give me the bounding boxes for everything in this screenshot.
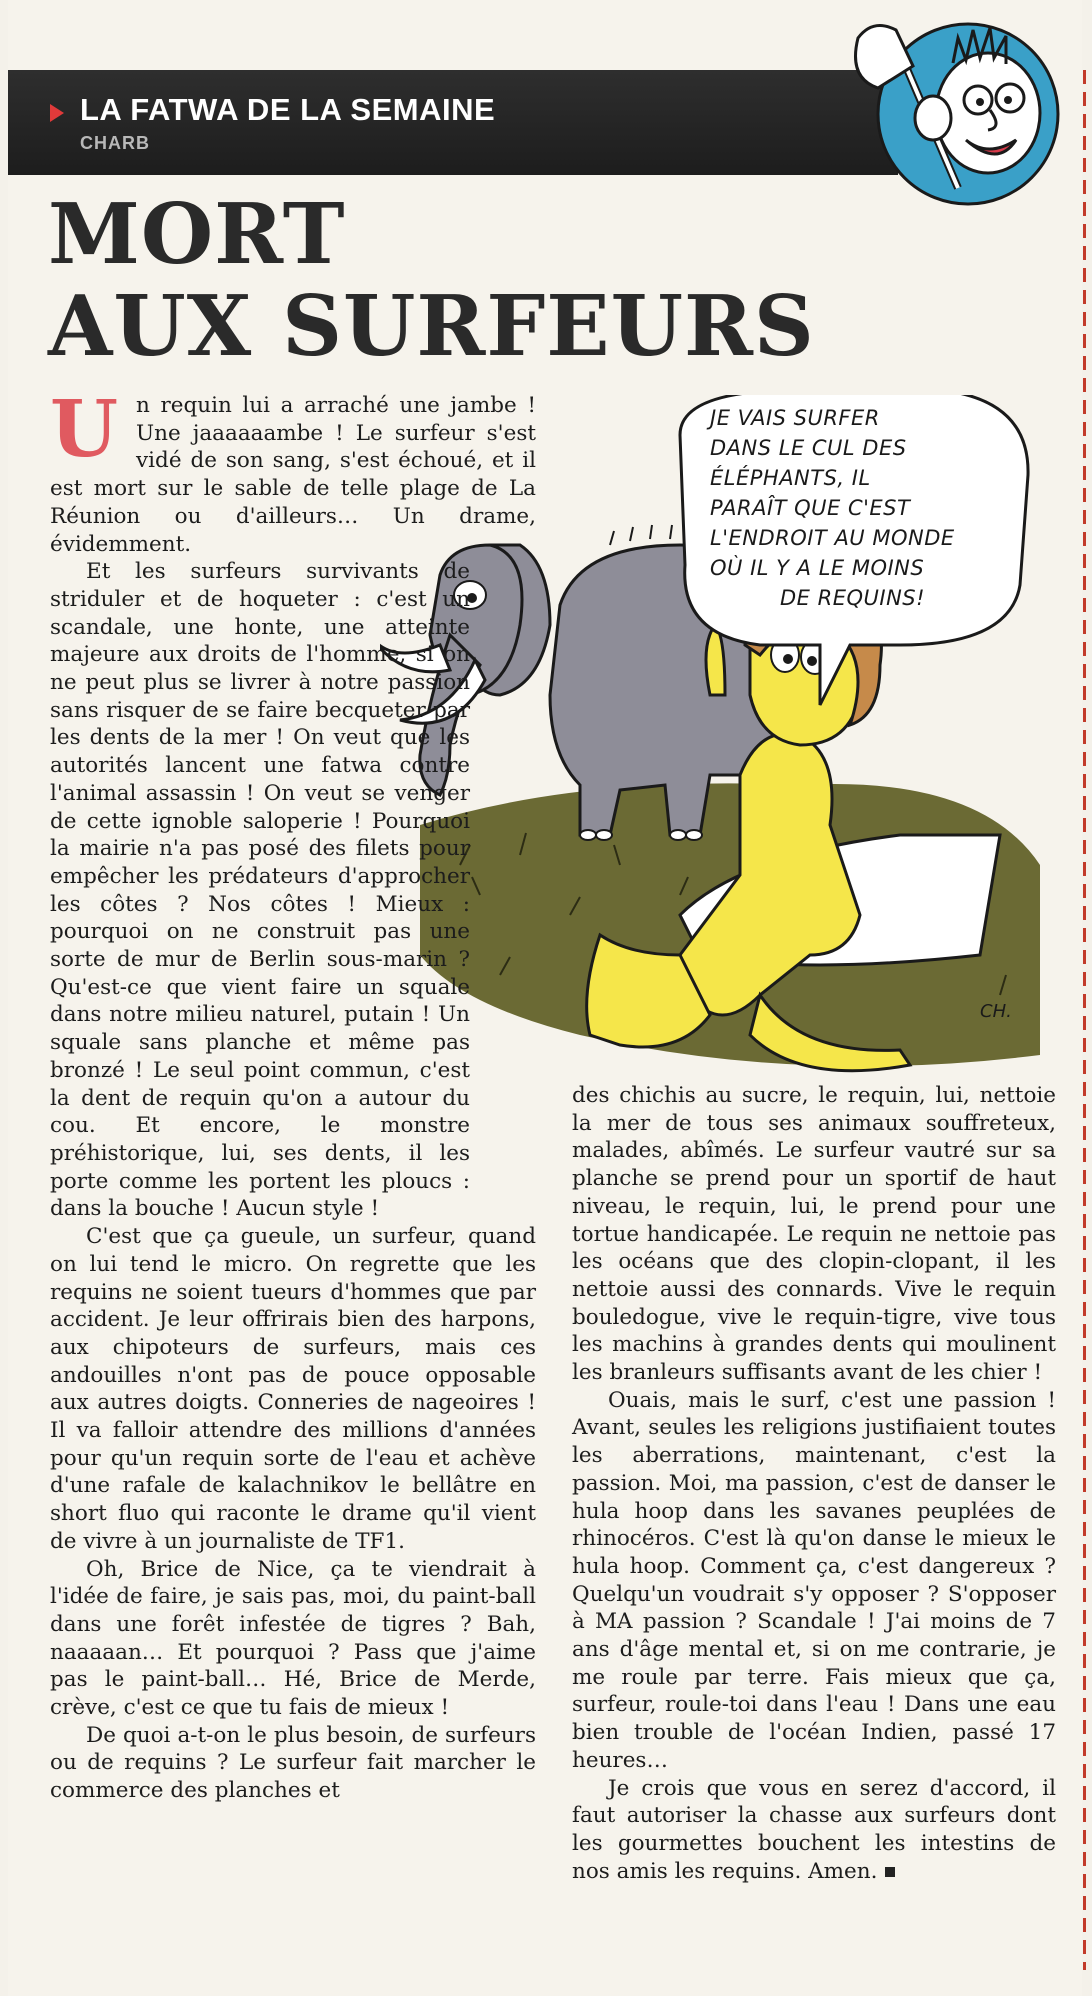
article-paragraph-2: Et les surfeurs survivants de striduler et de hoqueter : c'est un scandale, une honte, une atteinte majeure aux droits de l'homme, si on ne peut plus se livrer à notre passion sans risquer de se faire becqueter par les dents de la mer ! On veut que les autorités lancent une fatwa contre l'animal assassin ! On veut se venger de cette ignoble saloperie ! Pourquoi la mairie n'a pas posé des filets pour empêcher les prédateurs d'approcher les côtes ? Nos côtes ! Mieux : pourquoi on ne construit pas une sorte de mur de Berlin sous-marin ? Qu'est-ce que vient faire un squale dans notre milieu naturel, putain ! Un squale sans planche et même pas bronzé ! Le seul point commun, c'est la dent de requin qu'on a autour du cou. Et encore, le monstre préhistorique, lui, ses dents, il les porte comme les portent les ploucs : dans la bouche ! Aucun style !	[50, 559, 470, 1222]
end-of-article-mark	[885, 1867, 895, 1877]
article-paragraph-3: C'est que ça gueule, un surfeur, quand on lui tend le micro. On regrette que les requins ne soient tueurs d'hommes que par accident. Je leur offrirais bien des harpons, aux chipoteurs de surfeurs, mais ces andouilles n'ont pas de pouce opposable aux autres doigts. Conneries de nageoires ! Il va falloir attendre des millions d'années pour qu'un requin sorte de l'eau et achève d'une rafale de kalachnikov le bellâtre en short fluo qui raconte le drame qu'il vient de vivre à un journaliste de TF1.	[50, 1224, 536, 1554]
speech-line: OÙ IL Y A LE MOINS	[710, 556, 925, 580]
article-paragraph-4: Oh, Brice de Nice, ça te viendrait à l'idée de faire, je sais pas, moi, du paint-ball dans une forêt infestée de tigres ? Bah, naaaaan… Et pourquoi ? Pass que j'aime pas le paint-ball… Hé, Brice de Merde, crève, c'est ce que tu fais de mieux !	[50, 1556, 536, 1721]
rubric-title: LA FATWA DE LA SEMAINE	[80, 92, 496, 127]
paragraph-1-text: n requin lui a arraché une jambe ! Une jaaaaaambe ! Le surfeur s'est vidé de son sang, s'est échoué, et il est mort sur le sable de telle plage de La Réunion ou d'ailleurs… Un drame, évidemment.	[50, 393, 536, 557]
article-paragraph-1	[50, 384, 536, 558]
speech-line: PARAÎT QUE C'EST	[710, 496, 911, 520]
dropcap: U	[50, 384, 119, 475]
margin-rule	[1083, 70, 1086, 1970]
article-column-left	[50, 384, 536, 1805]
paragraph-7-text: Je crois que vous en serez d'accord, il faut autoriser la chasse aux surfeurs dont les gourmettes bouchent les intestins de nos amis les requins. Amen.	[572, 1775, 1056, 1884]
article-paragraph-5: De quoi a-t-on le plus besoin, de surfeurs ou de requins ? Le surfeur fait marcher le commerce des planches et	[50, 1722, 536, 1804]
article-column-right	[572, 1082, 1056, 1885]
cartoonist-signature: CH.	[980, 1001, 1012, 1022]
speech-line: DE REQUINS!	[780, 586, 926, 610]
article-paragraph-6: Ouais, mais le surf, c'est une passion ! Avant, seules les religions justifiaient toutes les aberrations, maintenant, c'est la passion. Moi, ma passion, c'est de danser le hula hoop dans les savanes peuplées de rhinocéros. C'est là qu'on danse le mieux le hula hoop. Comment ça, c'est dangereux ? Quelqu'un voudrait s'y opposer ? S'opposer à MA passion ? Scandale ! J'ai moins de 7 ans d'âge mental et, si on me contrarie, je me roule par terre. Fais mieux que ça, surfeur, roule-toi dans l'eau ! Dans une eau bien trouble de l'océan Indien, passé 17 heures…	[572, 1387, 1056, 1773]
article-paragraph-7	[572, 1775, 1056, 1886]
article-paragraph-5-cont: des chichis au sucre, le requin, lui, nettoie la mer de tous ses animaux souffreteux, malades, abîmés. Le surfeur vautré sur sa planche se prend pour un sportif de haut niveau, le requin, lui, le prend pour une tortue handicapée. Le requin ne nettoie pas les océans que des clopin-clopant, il les nettoie aussi des connards. Vive le requin bouledogue, vive le requin-tigre, vive tous les machins à grandes dents qui moulinent les branleurs suffisants avant de les chier !	[572, 1083, 1056, 1386]
headline	[48, 185, 848, 375]
author-avatar	[838, 18, 1070, 218]
speech-line: L'ENDROIT AU MONDE	[710, 526, 955, 550]
speech-line: JE VAIS SURFER	[710, 406, 880, 430]
headline-line-1: MORT	[48, 185, 346, 283]
speech-line: ÉLÉPHANTS, IL	[710, 466, 871, 490]
author-name: CHARB	[80, 133, 150, 153]
speech-line: DANS LE CUL DES	[710, 436, 907, 460]
rubric-arrow-icon	[50, 104, 64, 122]
headline-line-2: AUX SURFEURS	[48, 277, 815, 375]
